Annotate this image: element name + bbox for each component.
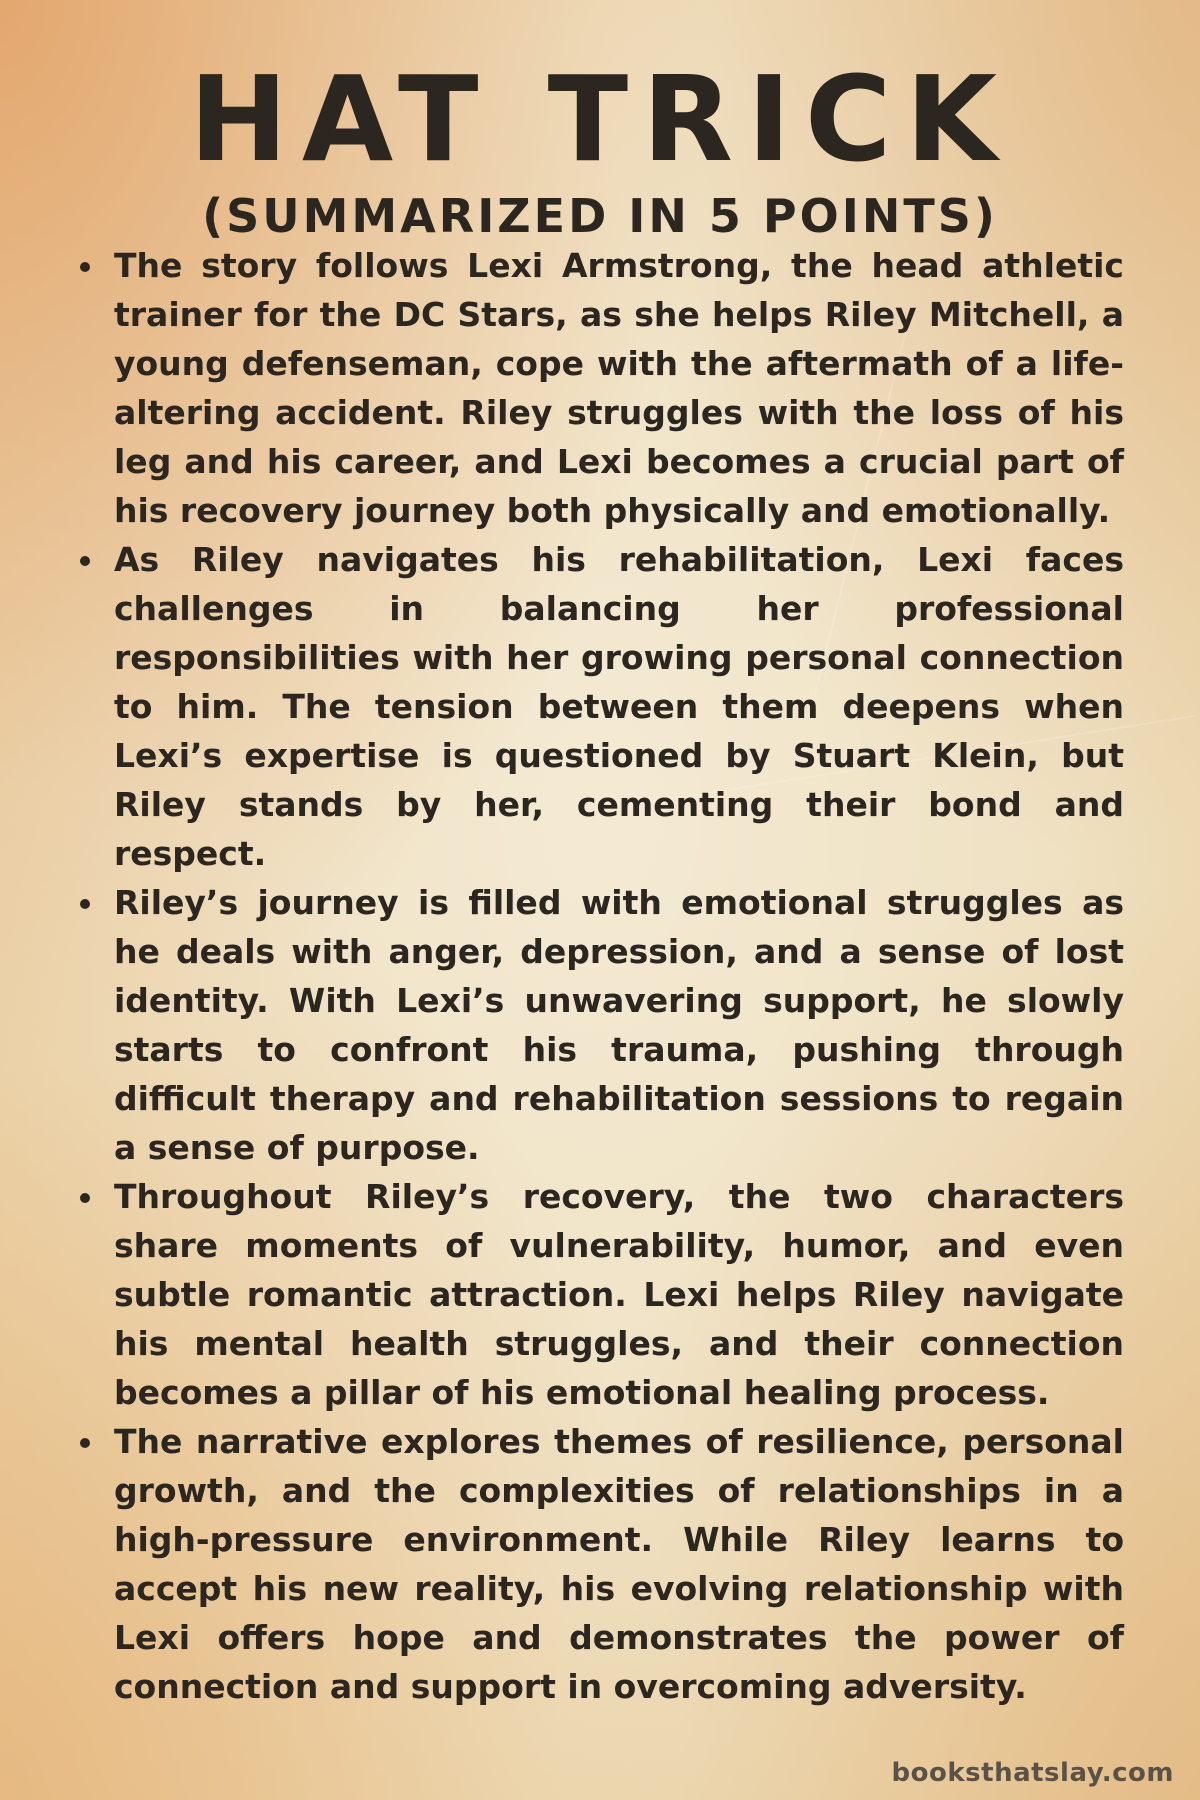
bullet-dot-icon — [80, 899, 90, 909]
summary-point-text: The narrative explores themes of resilience, personal growth, and the complexities of relationships in a high-pressure environment. While Riley learns to accept his new reality, his evolving relationship with Lexi offers hope and demonstrates the power of connection and support in overcoming adversity. — [114, 1422, 1124, 1706]
page-title: HAT TRICK — [189, 50, 1011, 188]
page-header — [0, 50, 1200, 243]
bullet-dot-icon — [80, 262, 90, 272]
bullet-dot-icon — [80, 1193, 90, 1203]
summary-point-2 — [72, 535, 1124, 878]
summary-point-text: As Riley navigates his rehabilitation, Lexi faces challenges in balancing her professional responsibilities with her growing personal connection to him. The tension between them deepens when Lexi’s expertise is questioned by Stuart Klein, but Riley stands by her, cementing their bond and respect. — [114, 540, 1124, 873]
summary-point-3 — [72, 878, 1124, 1172]
bullet-dot-icon — [80, 1438, 90, 1448]
bullet-dot-icon — [80, 556, 90, 566]
summary-point-1 — [72, 241, 1124, 535]
summary-list — [72, 241, 1124, 1711]
summary-point-4 — [72, 1172, 1124, 1417]
page-subtitle: (SUMMARIZED IN 5 POINTS) — [202, 189, 998, 243]
summary-point-text: The story follows Lexi Armstrong, the head athletic trainer for the DC Stars, as she helps Riley Mitchell, a young defenseman, cope with the aftermath of a life-altering accident. Riley struggles with the loss of his leg and his career, and Lexi becomes a crucial part of his recovery journey both physically and emotionally. — [114, 246, 1124, 530]
summary-point-text: Riley’s journey is filled with emotional struggles as he deals with anger, depression, and a sense of lost identity. With Lexi’s unwavering support, he slowly starts to confront his trauma, pushing through difficult therapy and rehabilitation sessions to regain a sense of purpose. — [114, 883, 1124, 1167]
site-credit: booksthatslay.com — [891, 1758, 1174, 1788]
summary-point-text: Throughout Riley’s recovery, the two characters share moments of vulnerability, humor, and even subtle romantic attraction. Lexi helps Riley navigate his mental health struggles, and their connection becomes a pillar of his emotional healing process. — [114, 1177, 1124, 1412]
summary-point-5 — [72, 1417, 1124, 1711]
